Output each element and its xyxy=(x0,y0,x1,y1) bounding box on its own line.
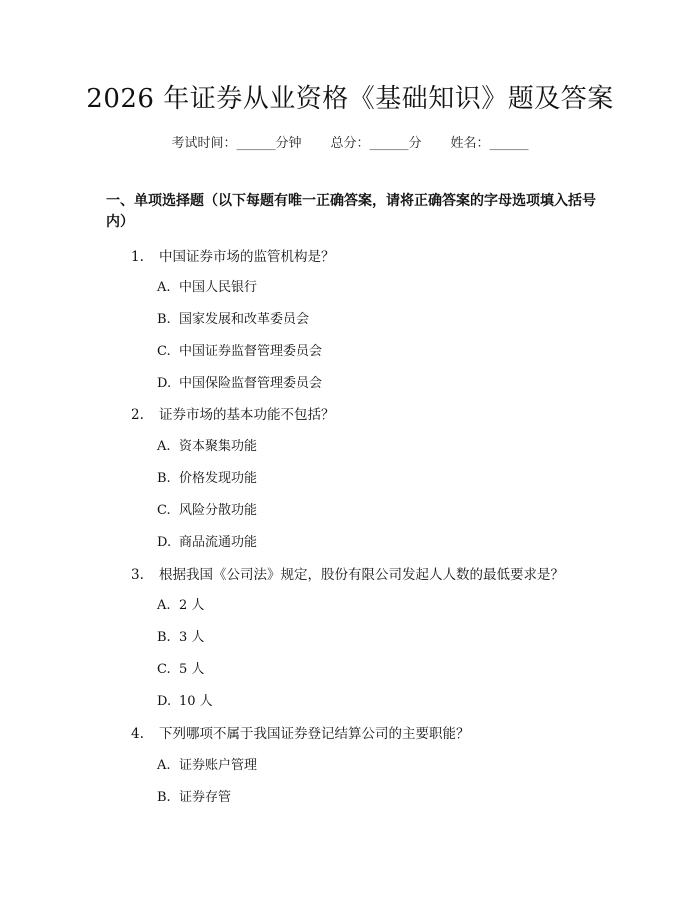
option-text: 商品流通功能 xyxy=(179,535,258,550)
option-1d xyxy=(157,372,322,391)
document-title: 2026 年证券从业资格《基础知识》题及答案 xyxy=(86,84,614,114)
option-text: 风险分散功能 xyxy=(179,503,258,518)
question-text: 下列哪项不属于我国证券登记结算公司的主要职能？ xyxy=(159,726,470,742)
option-text: 10 人 xyxy=(179,694,213,709)
exam-info-line xyxy=(0,132,700,151)
option-text: 中国保险监督管理委员会 xyxy=(179,376,323,391)
option-3a xyxy=(157,594,204,613)
option-3c xyxy=(157,658,204,677)
question-text: 证券市场的基本功能不包括？ xyxy=(159,407,335,423)
option-letter: D. xyxy=(157,694,172,709)
option-text: 3 人 xyxy=(179,630,205,645)
option-3d xyxy=(157,690,213,709)
question-text: 中国证券市场的监管机构是？ xyxy=(159,249,335,265)
option-text: 证券账户管理 xyxy=(179,758,258,773)
question-text: 根据我国《公司法》规定，股份有限公司发起人人数的最低要求是？ xyxy=(159,567,564,583)
option-letter: B. xyxy=(157,312,171,327)
option-letter: A. xyxy=(157,280,171,295)
option-1c xyxy=(157,340,322,359)
option-1a xyxy=(157,276,257,295)
option-letter: C. xyxy=(157,503,171,518)
question-3 xyxy=(131,563,564,583)
option-letter: A. xyxy=(157,758,171,773)
question-number: 4. xyxy=(131,726,144,742)
option-4b xyxy=(157,786,231,805)
option-letter: C. xyxy=(157,344,171,359)
option-text: 资本聚集功能 xyxy=(179,439,258,454)
option-text: 价格发现功能 xyxy=(179,471,258,486)
option-text: 中国证券监督管理委员会 xyxy=(179,344,323,359)
option-letter: B. xyxy=(157,471,171,486)
option-letter: B. xyxy=(157,790,171,805)
question-1 xyxy=(131,245,335,265)
question-number: 3. xyxy=(131,567,144,583)
option-letter: C. xyxy=(157,662,171,677)
question-2 xyxy=(131,403,335,423)
option-letter: D. xyxy=(157,376,172,391)
option-text: 2 人 xyxy=(179,598,205,613)
option-4a xyxy=(157,754,257,773)
question-number: 1. xyxy=(131,249,144,265)
option-letter: A. xyxy=(157,598,171,613)
option-letter: B. xyxy=(157,630,171,645)
question-number: 2. xyxy=(131,407,144,423)
option-text: 5 人 xyxy=(179,662,205,677)
option-text: 中国人民银行 xyxy=(179,280,258,295)
option-3b xyxy=(157,626,204,645)
exam-time-field: 考试时间：______分钟 xyxy=(171,136,302,151)
option-text: 证券存管 xyxy=(179,790,232,805)
total-score-field: 总分：______分 xyxy=(330,136,422,151)
option-1b xyxy=(157,308,309,327)
option-2a xyxy=(157,435,257,454)
option-2b xyxy=(157,467,257,486)
option-2d xyxy=(157,531,257,550)
option-letter: A. xyxy=(157,439,171,454)
option-text: 国家发展和改革委员会 xyxy=(179,312,310,327)
option-letter: D. xyxy=(157,535,172,550)
option-2c xyxy=(157,499,257,518)
name-field: 姓名：______ xyxy=(450,136,529,151)
question-4 xyxy=(131,722,470,742)
section-heading: 一、单项选择题（以下每题有唯一正确答案，请将正确答案的字母选项填入括号内） xyxy=(106,193,596,230)
